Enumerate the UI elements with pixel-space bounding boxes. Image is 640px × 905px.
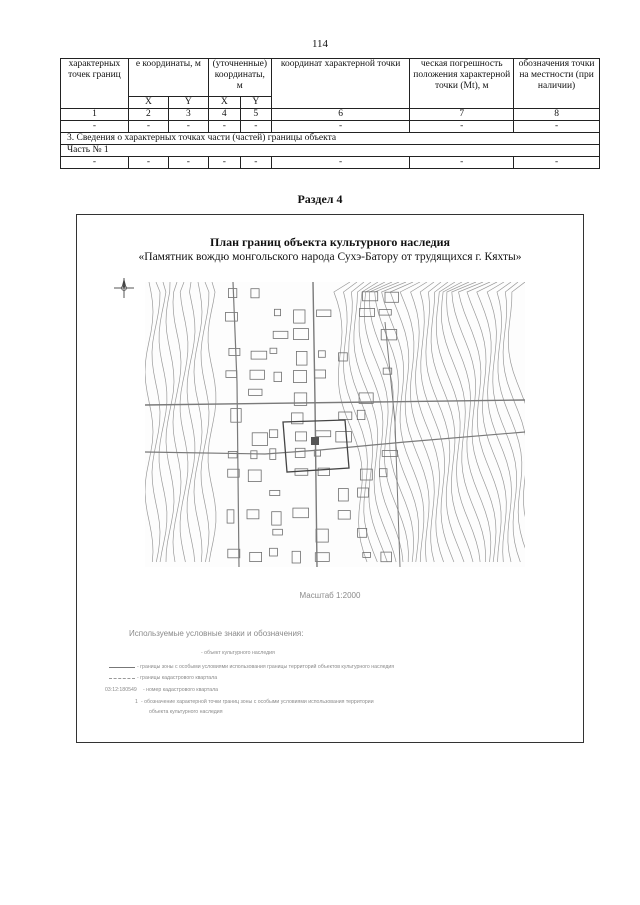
- header-x: X: [128, 97, 168, 109]
- empty-cell: -: [61, 157, 129, 169]
- scale-label: Масштаб 1:2000: [299, 591, 361, 600]
- heritage-object-icon: [311, 437, 319, 445]
- empty-cell: -: [410, 121, 514, 133]
- table-row: [61, 121, 600, 133]
- part-1-label: Часть № 1: [61, 145, 600, 157]
- column-numbers-row: [61, 109, 600, 121]
- header-refined-coordinates: (уточненные) координаты, м: [208, 59, 271, 97]
- column-number: 2: [128, 109, 168, 121]
- header-y: Y: [168, 97, 208, 109]
- header-x-refined: X: [208, 97, 240, 109]
- page-number: 114: [311, 38, 329, 50]
- column-number: 4: [208, 109, 240, 121]
- empty-cell: -: [168, 157, 208, 169]
- empty-cell: -: [514, 121, 600, 133]
- header-y-refined: Y: [240, 97, 271, 109]
- column-number: 5: [240, 109, 271, 121]
- section-title: Раздел 4: [297, 192, 343, 206]
- cadastral-map: [145, 282, 525, 567]
- cadastral-boundary-swatch: [109, 678, 135, 679]
- column-number: 1: [61, 109, 129, 121]
- header-marking: обозначения точки на местности (при наличии): [514, 59, 600, 109]
- legend-point: - обозначение характерной точки границ зоны с особыми условиями использования территории: [141, 699, 374, 705]
- legend-cadastral-boundary: - границы кадастрового квартала: [137, 675, 218, 681]
- empty-cell: -: [271, 121, 410, 133]
- empty-cell: -: [128, 157, 168, 169]
- empty-cell: -: [240, 121, 271, 133]
- section-3-heading: 3. Сведения о характерных точках части (частей) границы объекта: [61, 133, 600, 145]
- empty-cell: -: [208, 157, 240, 169]
- point-label-sample: 1: [135, 699, 138, 705]
- cadastral-number-sample: 03:12:180549: [105, 687, 137, 693]
- plan-frame: [76, 214, 584, 743]
- zone-boundary-swatch: [109, 667, 135, 668]
- empty-cell: -: [128, 121, 168, 133]
- header-points: характерных точек границ: [61, 59, 129, 109]
- plan-title: План границ объекта культурного наследия: [210, 235, 450, 249]
- column-number: 8: [514, 109, 600, 121]
- table-row: [61, 157, 600, 169]
- north-arrow-icon: [113, 277, 135, 299]
- empty-cell: -: [410, 157, 514, 169]
- header-error: ческая погрешность положения характерной точки (Mt), м: [410, 59, 514, 109]
- empty-cell: -: [514, 157, 600, 169]
- column-number: 6: [271, 109, 410, 121]
- legend-title: Используемые условные знаки и обозначения:: [129, 629, 304, 638]
- header-coordinates: е координаты, м: [128, 59, 208, 97]
- coordinates-table: [60, 58, 600, 169]
- empty-cell: -: [240, 157, 271, 169]
- empty-cell: -: [61, 121, 129, 133]
- legend-zone-boundary: - границы зоны с особыми условиями использования границы территорий объектов культурного наследия: [137, 664, 395, 670]
- empty-cell: -: [271, 157, 410, 169]
- column-number: 7: [410, 109, 514, 121]
- legend-point-continued: объекта культурного наследия: [149, 709, 223, 715]
- legend-object: - объект культурного наследия: [201, 650, 275, 656]
- empty-cell: -: [168, 121, 208, 133]
- empty-cell: -: [208, 121, 240, 133]
- header-method: координат характерной точки: [271, 59, 410, 109]
- column-number: 3: [168, 109, 208, 121]
- plan-subtitle: «Памятник вождю монгольского народа Сухэ-Батору от трудящихся г. Кяхты»: [138, 251, 522, 263]
- legend-cadastral-number: - номер кадастрового квартала: [143, 687, 219, 693]
